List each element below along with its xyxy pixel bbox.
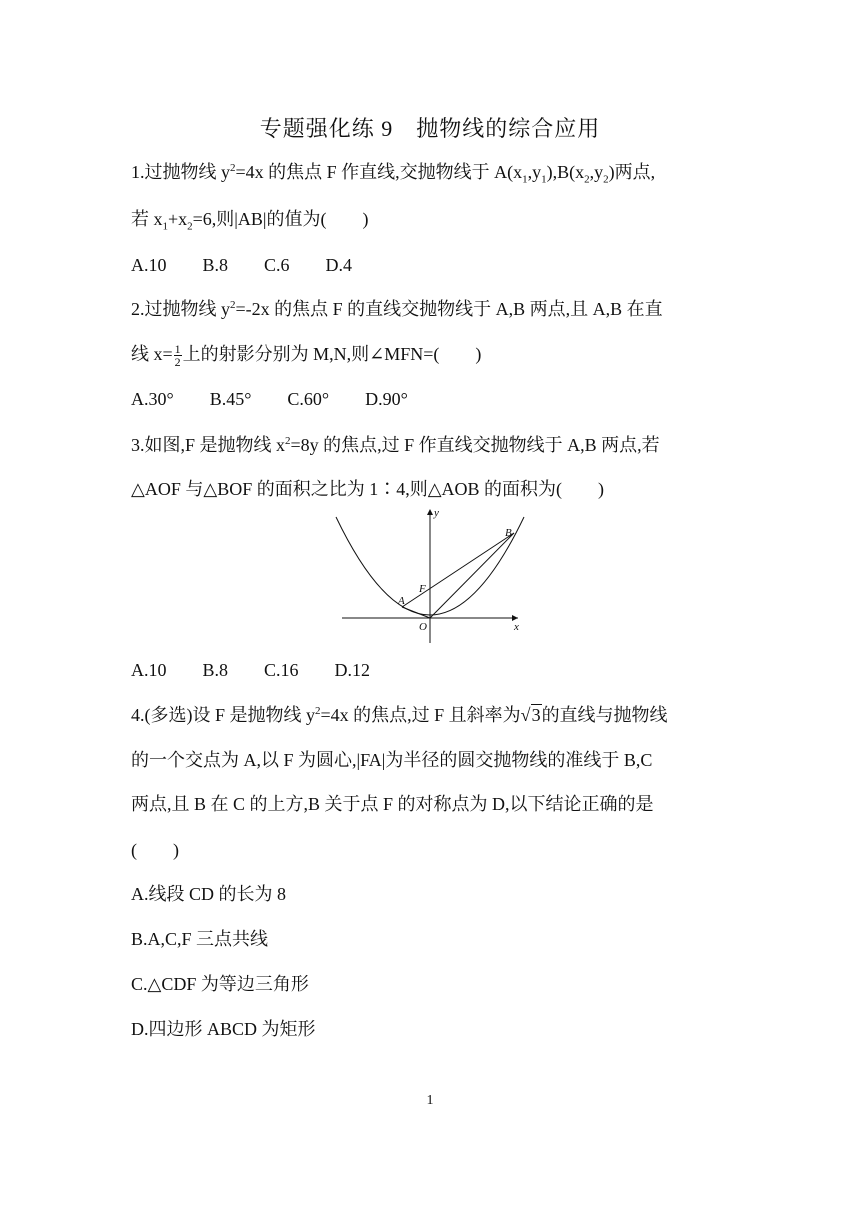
q2-line1: 2.过抛物线 $y^2=-2x$ 的焦点 F 的直线交抛物线于 A,B 两点,且 A,B 在直 (131, 299, 663, 319)
q1-line2: 若 $x_1+x_2=6$,则|AB|的值为( ) (131, 209, 369, 233)
q4-line3: 两点,且 B 在 C 的上方,B 关于点 F 的对称点为 D,以下结论正确的是 (131, 794, 654, 814)
page-number: 1 (426, 1093, 434, 1108)
q3-options: A.10 B.8 C.16 D.12 (131, 660, 371, 680)
y-axis-arrow (427, 509, 433, 515)
segment-ob (430, 533, 514, 618)
q1-options: A.10 B.8 C.6 D.4 (131, 255, 353, 275)
q2-line2: 线 x= $\frac{1}{2}$ 上的射影分别为 M,N,则∠MFN=( ) (131, 342, 482, 370)
q3-line1: 3.如图,F 是抛物线 $x^2=8y$ 的焦点,过 F 作直线交抛物线于 A,B 两点,若 (131, 435, 660, 455)
label-b: B (505, 527, 512, 539)
q1-line1: 1.过抛物线 $y^2=4x$ 的焦点 F 作直线,交抛物线于 $A(x_1,y_1),B(x_2,y_2)$两点, (131, 162, 656, 186)
q3-line2: △AOF 与△BOF 的面积之比为 1∶4,则△AOB 的面积为( ) (131, 479, 605, 499)
label-y: y (434, 507, 439, 519)
q4-option-d: D.四边形 ABCD 为矩形 (131, 1019, 316, 1039)
label-o: O (419, 621, 427, 633)
parabola-figure (330, 505, 530, 645)
label-f: F (419, 583, 426, 595)
label-a: A (398, 595, 405, 607)
q4-line4: ( ) (131, 840, 179, 860)
q4-line1: 4.(多选)设 F 是抛物线 $y^2=4x$ 的焦点,过 F 且斜率为√3的直线与抛物线 (131, 705, 668, 725)
q4-line2: 的一个交点为 A,以 F 为圆心,|FA|为半径的圆交抛物线的准线于 B,C (131, 750, 653, 770)
q4-option-c: C.△CDF 为等边三角形 (131, 974, 309, 994)
q4-option-a: A.线段 CD 的长为 8 (131, 884, 287, 904)
fraction: $\frac{1}{2}$ (174, 342, 181, 370)
chord-ab (402, 533, 514, 607)
label-x: x (514, 621, 519, 633)
page-title: 专题强化练 9 抛物线的综合应用 (259, 116, 601, 141)
q2-options: A.30° B.45° C.60° D.90° (131, 389, 408, 409)
sqrt-symbol: √3 (520, 705, 541, 725)
q4-option-b: B.A,C,F 三点共线 (131, 929, 269, 949)
segment-oa (402, 607, 430, 618)
